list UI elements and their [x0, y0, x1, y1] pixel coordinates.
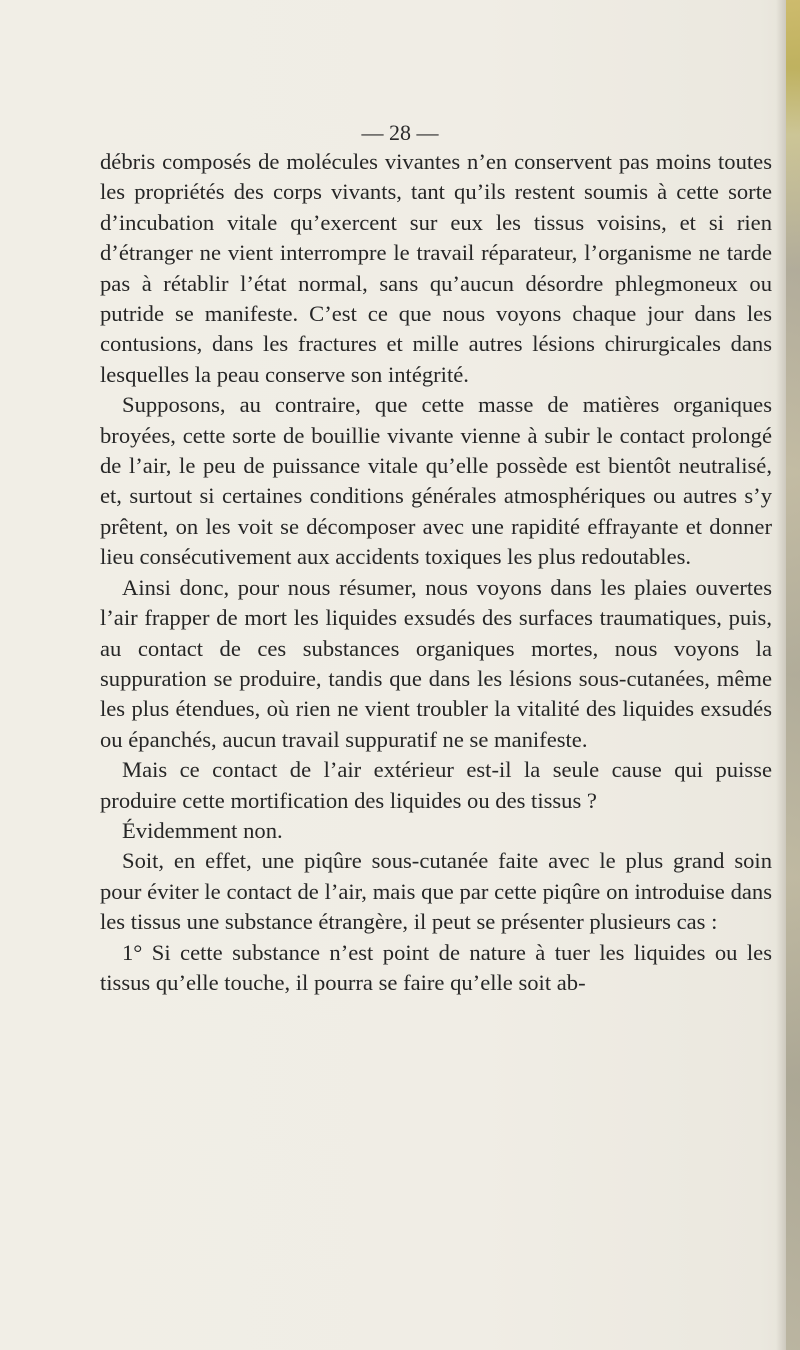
- paragraph-1: débris composés de molécules vivantes n’en conservent pas moins toutes les propriétés des corps vivants, tant qu’ils restent soumis à cette sorte d’incubation vitale qu’exercent sur eux les tissus voisins, et si rien d’étranger ne vient interrompre le travail réparateur, l’organisme ne tarde pas à rétablir l’état normal, sans qu’aucun désordre phlegmoneux ou putride se manifeste. C’est ce que nous voyons chaque jour dans les contusions, dans les fractures et mille autres lésions chirurgicales dans lesquelles la peau conserve son intégrité.: [100, 149, 772, 387]
- page-edge-shadow: [776, 0, 786, 1350]
- page-edge-strip: [786, 0, 800, 1350]
- paragraph-6: Soit, en effet, une piqûre sous-cutanée faite avec le plus grand soin pour éviter le contact de l’air, mais que par cette piqûre on introduise dans les tissus une substance étrangère, il peut se présenter plusieurs cas :: [100, 848, 772, 935]
- paragraph-4: Mais ce contact de l’air extérieur est-il la seule cause qui puisse produire cette mortification des liquides ou des tissus ?: [100, 757, 772, 813]
- paragraph-7: 1° Si cette substance n’est point de nature à tuer les liquides ou les tissus qu’elle touche, il pourra se faire qu’elle soit ab-: [100, 939, 772, 995]
- paragraph-5: Évidemment non.: [122, 817, 283, 843]
- paragraph-3: Ainsi donc, pour nous résumer, nous voyons dans les plaies ouvertes l’air frapper de mort les liquides exsudés des surfaces traumatiques, puis, au contact de ces substances organiques mortes, nous voyons la suppuration se produire, tandis que dans les lésions sous-cutanées, même les plus étendues, où rien ne vient troubler la vitalité des liquides exsudés ou épanchés, aucun travail suppuratif ne se manifeste.: [100, 574, 772, 752]
- paragraph-2: Supposons, au contraire, que cette masse de matières organiques broyées, cette sorte de bouillie vivante vienne à subir le contact prolongé de l’air, le peu de puissance vitale qu’elle possède est bientôt neutralisé, et, surtout si certaines conditions générales atmosphériques ou autres s’y prêtent, on les voit se décomposer avec une rapidité effrayante et donner lieu consécutivement aux accidents toxiques les plus redoutables.: [100, 392, 772, 570]
- body-text: [100, 147, 772, 998]
- page-number: — 28 —: [361, 120, 439, 145]
